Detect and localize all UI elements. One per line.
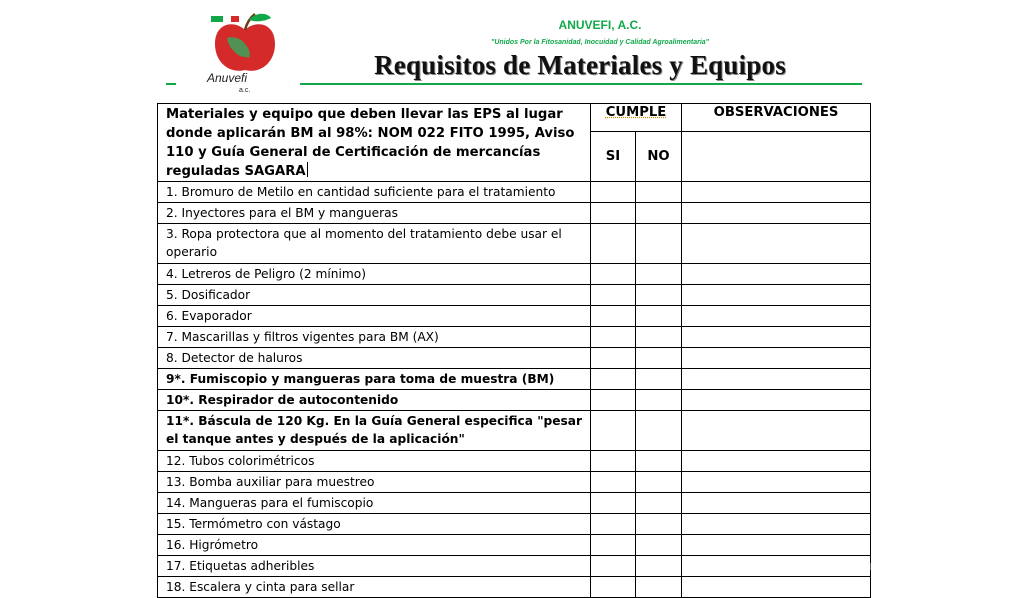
table-row [158, 493, 871, 514]
table-row [158, 514, 871, 535]
item-label: 3. Ropa protectora que al momento del tratamiento debe usar el operario [158, 224, 591, 264]
si-cell[interactable] [591, 203, 636, 224]
table-row [158, 535, 871, 556]
no-cell[interactable] [636, 264, 682, 285]
table-row [158, 348, 871, 369]
table-row [158, 182, 871, 203]
page-title: Requisitos de Materiales y Equipos [374, 50, 786, 80]
item-label: 12. Tubos colorimétricos [158, 451, 591, 472]
no-cell[interactable] [636, 493, 682, 514]
item-label: 10*. Respirador de autocontenido [158, 390, 591, 411]
item-label: 8. Detector de haluros [158, 348, 591, 369]
observaciones-cell[interactable] [682, 535, 871, 556]
observaciones-cell[interactable] [682, 182, 871, 203]
si-cell[interactable] [591, 224, 636, 264]
observaciones-cell[interactable] [682, 203, 871, 224]
anuvefi-logo [205, 8, 285, 94]
no-cell[interactable] [636, 514, 682, 535]
item-label: 16. Higrómetro [158, 535, 591, 556]
si-cell[interactable] [591, 577, 636, 598]
observaciones-cell[interactable] [682, 348, 871, 369]
table-row [158, 285, 871, 306]
no-cell[interactable] [636, 472, 682, 493]
item-label: 11*. Báscula de 120 Kg. En la Guía General especifica "pesar el tanque antes y después de la aplicación" [158, 411, 591, 451]
page-edge-mark [870, 563, 871, 570]
observaciones-cell[interactable] [682, 514, 871, 535]
cumple-header: CUMPLE [591, 104, 682, 132]
si-cell[interactable] [591, 411, 636, 451]
observaciones-cell[interactable] [682, 264, 871, 285]
table-row [158, 411, 871, 451]
table-row [158, 203, 871, 224]
table-row [158, 390, 871, 411]
si-cell[interactable] [591, 348, 636, 369]
observaciones-cell[interactable] [682, 369, 871, 390]
si-cell[interactable] [591, 306, 636, 327]
table-row [158, 224, 871, 264]
item-label: 13. Bomba auxiliar para muestreo [158, 472, 591, 493]
si-cell[interactable] [591, 472, 636, 493]
item-label: 2. Inyectores para el BM y mangueras [158, 203, 591, 224]
observaciones-cell[interactable] [682, 472, 871, 493]
observaciones-cell[interactable] [682, 306, 871, 327]
observaciones-blank-cell[interactable] [682, 132, 871, 182]
item-label: 17. Etiquetas adheribles [158, 556, 591, 577]
organization-name: ANUVEFI, A.C. [558, 18, 642, 32]
no-cell[interactable] [636, 577, 682, 598]
si-cell[interactable] [591, 556, 636, 577]
observaciones-cell[interactable] [682, 411, 871, 451]
header-rule [300, 83, 862, 85]
table-row [158, 556, 871, 577]
requirements-table [157, 103, 871, 598]
observaciones-cell[interactable] [682, 451, 871, 472]
organization-motto: "Unidos Por la Fitosanidad, Inocuidad y Calidad Agroalimentaria" [491, 39, 709, 46]
table-row [158, 264, 871, 285]
observaciones-header: OBSERVACIONES [682, 104, 871, 132]
si-cell[interactable] [591, 451, 636, 472]
apple-logo-icon [205, 8, 285, 94]
table-row [158, 451, 871, 472]
table-row [158, 472, 871, 493]
table-row [158, 577, 871, 598]
no-cell[interactable] [636, 203, 682, 224]
no-cell[interactable] [636, 451, 682, 472]
no-cell[interactable] [636, 556, 682, 577]
item-label: 7. Mascarillas y filtros vigentes para BM (AX) [158, 327, 591, 348]
si-cell[interactable] [591, 369, 636, 390]
no-cell[interactable] [636, 285, 682, 306]
table-row [158, 369, 871, 390]
observaciones-cell[interactable] [682, 285, 871, 306]
no-cell[interactable] [636, 369, 682, 390]
no-cell[interactable] [636, 327, 682, 348]
observaciones-cell[interactable] [682, 327, 871, 348]
observaciones-cell[interactable] [682, 390, 871, 411]
logo-text: Anuvefi [207, 71, 248, 85]
si-cell[interactable] [591, 493, 636, 514]
no-cell[interactable] [636, 535, 682, 556]
no-cell[interactable] [636, 224, 682, 264]
item-label: 15. Termómetro con vástago [158, 514, 591, 535]
logo-subtext: a.c. [239, 87, 251, 94]
header-rule-left [166, 83, 176, 85]
item-label: 1. Bromuro de Metilo en cantidad suficiente para el tratamiento [158, 182, 591, 203]
si-cell[interactable] [591, 182, 636, 203]
no-cell[interactable] [636, 411, 682, 451]
no-header: NO [636, 132, 682, 182]
item-label: 6. Evaporador [158, 306, 591, 327]
si-cell[interactable] [591, 264, 636, 285]
si-cell[interactable] [591, 535, 636, 556]
no-cell[interactable] [636, 348, 682, 369]
table-row [158, 327, 871, 348]
si-cell[interactable] [591, 390, 636, 411]
table-heading: Materiales y equipo que deben llevar las EPS al lugar donde aplicarán BM al 98%: NOM 022 FITO 1995, Aviso 110 y Guía General de Certificación de mercancías reguladas SAGARA [158, 104, 591, 182]
text-cursor [307, 162, 308, 177]
item-label: 4. Letreros de Peligro (2 mínimo) [158, 264, 591, 285]
observaciones-cell[interactable] [682, 577, 871, 598]
no-cell[interactable] [636, 306, 682, 327]
item-label: 18. Escalera y cinta para sellar [158, 577, 591, 598]
no-cell[interactable] [636, 182, 682, 203]
si-cell[interactable] [591, 327, 636, 348]
si-header: SI [591, 132, 636, 182]
item-label: 14. Mangueras para el fumiscopio [158, 493, 591, 514]
no-cell[interactable] [636, 390, 682, 411]
si-cell[interactable] [591, 514, 636, 535]
item-label: 9*. Fumiscopio y mangueras para toma de muestra (BM) [158, 369, 591, 390]
table-row [158, 306, 871, 327]
observaciones-cell[interactable] [682, 556, 871, 577]
si-cell[interactable] [591, 285, 636, 306]
item-label: 5. Dosificador [158, 285, 591, 306]
observaciones-cell[interactable] [682, 493, 871, 514]
observaciones-cell[interactable] [682, 224, 871, 264]
